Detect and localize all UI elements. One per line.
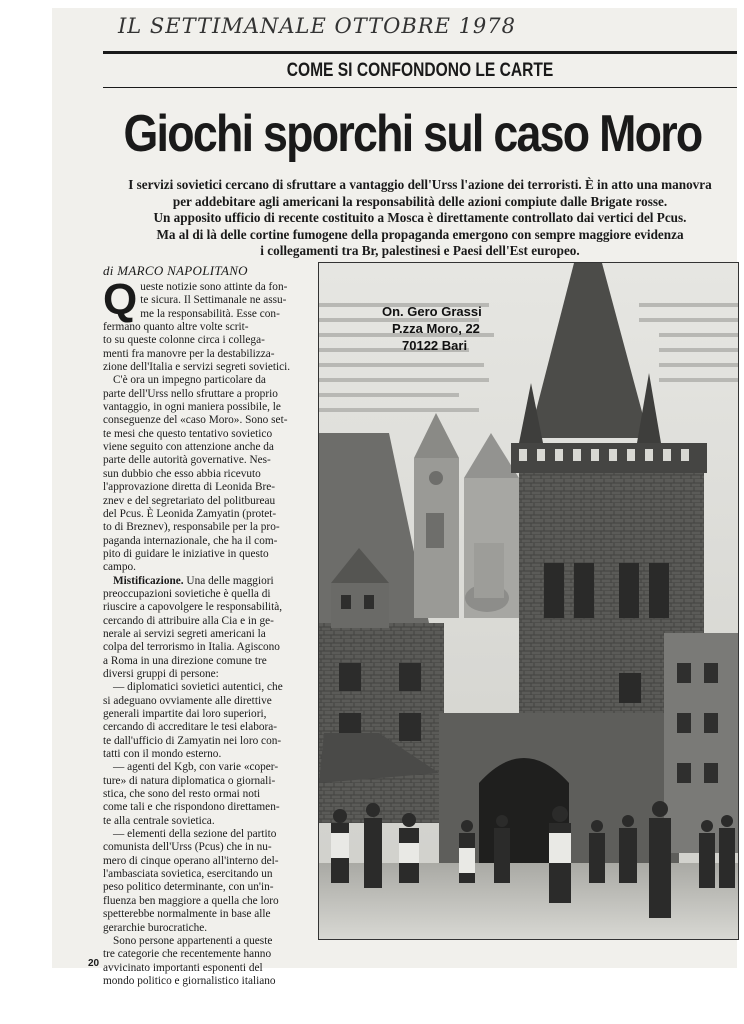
handwritten-note: IL SETTIMANALE OTTOBRE 1978 <box>118 14 517 38</box>
deck-line: I servizi sovietici cercano di sfruttare a vantaggio dell'Urss l'azione dei terroristi. È in atto una manovra <box>128 177 712 192</box>
text-line: diversi gruppi di persone: <box>103 667 219 680</box>
text-line: cercando di attribuire alla Cia e in ge- <box>103 614 274 627</box>
text-line: tatti con il mondo esterno. <box>103 748 222 761</box>
text-line: — diplomatici sovietici autentici, che <box>113 681 283 694</box>
text-line: si adeguano ovviamente alle direttive <box>103 694 272 707</box>
text-line: mondo politico e giornalistico italiano <box>103 974 276 987</box>
text-line <box>103 575 299 588</box>
tower-photo <box>318 262 739 940</box>
text-line: vantaggio, in ogni maniera possibile, le <box>103 401 281 414</box>
text-line: Sono persone appartenenti a queste <box>113 934 273 947</box>
headline: Giochi sporchi sul caso Moro <box>123 105 702 163</box>
text-line: C'è ora un impegno particolare da <box>113 374 266 387</box>
drop-cap: Q <box>103 275 138 324</box>
text-line: riuscire a capovolgere le responsabilità, <box>103 601 283 614</box>
text-line: to su queste colonne circa i collega- <box>103 334 265 347</box>
text-line: ueste notizie sono attinte da fon- <box>140 281 288 293</box>
article-paragraph <box>103 935 299 988</box>
text-line: generali impartite dai loro superiori, <box>103 708 267 720</box>
deck-line: Ma al di là delle cortine fumogene della propaganda emergono con sempre maggiore evidenza <box>156 226 684 242</box>
text-run: Una delle maggiori <box>183 574 274 587</box>
text-line: znev e del segretariato del politbureau <box>103 494 276 507</box>
stamp-street: P.zza Moro, 22 <box>392 321 480 336</box>
text-line: me la responsabilità. Esse con- <box>140 307 280 320</box>
article-paragraph <box>103 374 299 574</box>
text-line: peso politico determinante, con un'in- <box>103 881 274 894</box>
text-line: parte dell'Urss nello sfruttare a proprio <box>103 387 278 400</box>
article-paragraph <box>103 575 299 682</box>
text-line: stica, che sono del resto ormai noti <box>103 788 261 801</box>
text-line: cercando di accreditare le tesi elabora- <box>103 721 278 734</box>
text-line: fluenza ben maggiore a quella che loro <box>103 894 279 907</box>
text-line: — elementi della sezione del partito <box>113 828 277 841</box>
text-line: colpa del terrorismo in Italia. Agiscono <box>103 641 280 654</box>
text-line: l'ambasciata sovietica, esercitando un <box>103 868 273 881</box>
text-line: — agenti del Kgb, con varie «coper- <box>113 761 279 774</box>
article-paragraph <box>103 761 299 828</box>
top-rule <box>103 51 737 54</box>
deck <box>103 177 737 260</box>
text-line: comunista dell'Urss (Pcus) che in nu- <box>103 841 272 854</box>
text-line: pito di guidare le iniziative in questo <box>103 547 269 560</box>
deck-line: per addebitare agli americani la responsabilità delle azioni compiute dalle Brigate rosse. <box>172 193 668 209</box>
text-line: tre categorie che recentemente hanno <box>103 948 272 961</box>
text-line: conseguenze del «caso Moro». Sono set- <box>103 414 288 427</box>
kicker-rule <box>103 87 737 88</box>
article-paragraph <box>103 681 299 761</box>
stamp-name: On. Gero Grassi <box>382 304 482 319</box>
photo-illustration <box>319 263 738 939</box>
text-line: viene seguito con attenzione anche da <box>103 441 274 454</box>
text-line: l'approvazione diretta di Leonida Bre- <box>103 481 276 494</box>
text-line: parte delle autorità governative. Nes- <box>103 454 271 467</box>
text-line: del Pcus. È Leonida Zamyatin (protet- <box>103 507 277 520</box>
article-column <box>103 275 299 988</box>
text-line: avvicinato importanti esponenti del <box>103 961 263 974</box>
text-line: come tali e che rispondono direttamen- <box>103 801 280 814</box>
text-line: te sicura. Il Settimanale ne assu- <box>140 294 287 307</box>
article-paragraph <box>103 828 299 935</box>
text-line: ture» di natura diplomatica o giornali- <box>103 774 276 787</box>
deck-line: Un apposito ufficio di recente costituito a Mosca è direttamente controllato dai vertici del Pcus. <box>153 210 687 225</box>
text-line: campo. <box>103 561 136 574</box>
text-line: mero di cinque operano all'interno del- <box>103 854 279 867</box>
text-line: paganda internazionale, che ha il com- <box>103 534 278 547</box>
text-line: to di Breznev), responsabile per la pro- <box>103 521 280 534</box>
page-number: 20 <box>88 958 100 969</box>
byline: di MARCO NAPOLITANO <box>103 263 248 278</box>
text-line: gerarchie burocratiche. <box>103 921 208 934</box>
section-kicker: COME SI CONFONDONO LE CARTE <box>286 60 554 81</box>
text-line: preoccupazioni sovietiche è quella di <box>103 587 271 600</box>
text-line: menti fra manovre per la destabilizza- <box>103 347 275 360</box>
text-line: fermano quanto altre volte scrit- <box>103 321 249 334</box>
text-line: zione dell'Italia e servizi segreti sovietici. <box>103 361 291 374</box>
article-paragraph <box>103 275 299 374</box>
address-stamp <box>382 303 482 354</box>
text-line: nerale ai servizi segreti americani la <box>103 627 266 640</box>
text-line: a Roma in una direzione comune tre <box>103 654 267 667</box>
text-line: te dall'ufficio di Zamyatin nei loro con- <box>103 734 282 747</box>
deck-line: i collegamenti tra Br, palestinesi e Paesi dell'Est europeo. <box>260 243 580 258</box>
subhead: Mistificazione. <box>113 574 184 587</box>
text-line: te mesi che questo tentativo sovietico <box>103 427 273 440</box>
stamp-city: 70122 Bari <box>402 338 468 353</box>
text-line: sun dubbio che esso abbia ricevuto <box>103 467 261 480</box>
text-line: spetterebbe normalmente in base alle <box>103 908 271 921</box>
text-line: te alla centrale sovietica. <box>103 814 215 827</box>
